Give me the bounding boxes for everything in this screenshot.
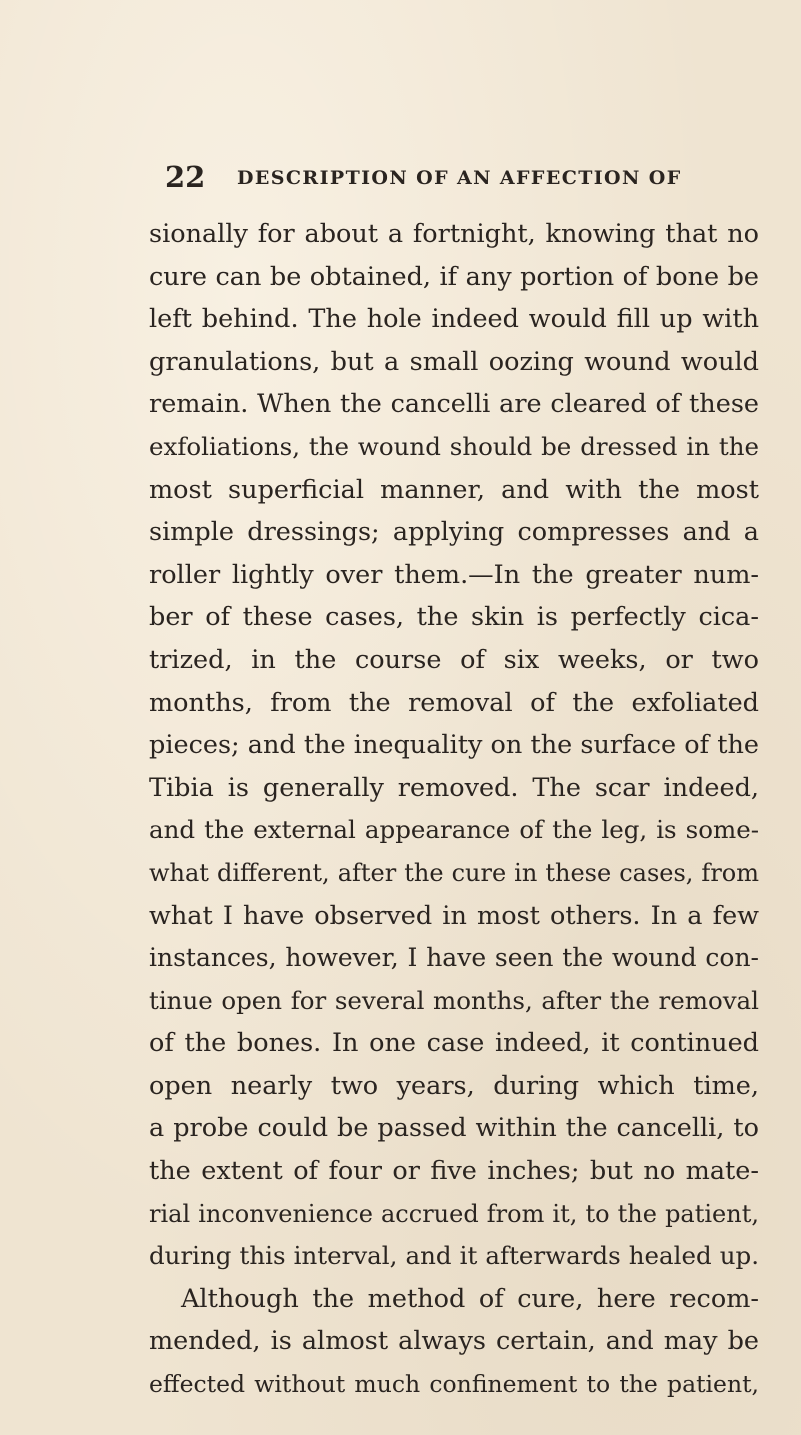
text-line: and the external appearance of the leg, is some- (149, 815, 759, 845)
text-line: Tibia is generally removed. The scar indeed, (149, 772, 759, 803)
page-number: 22 (165, 160, 206, 194)
text-line: open nearly two years, during which time, (149, 1070, 759, 1101)
text-line: exfoliations, the wound should be dressed in the (149, 431, 759, 461)
text-line: granulations, but a small oozing wound would (149, 346, 759, 377)
text-line: sionally for about a fortnight, knowing that no (149, 219, 759, 249)
text-line: the extent of four or five inches; but no mate- (149, 1156, 759, 1187)
text-line: ber of these cases, the skin is perfectly cica- (149, 602, 759, 633)
text-line: most superficial manner, and with the most (149, 474, 759, 505)
text-line: instances, however, I have seen the wound con- (149, 943, 759, 973)
text-line: roller lightly over them.—In the greater num- (149, 559, 759, 590)
text-line: what I have observed in most others. In a few (149, 900, 759, 931)
text-line: left behind. The hole indeed would fill up with (149, 304, 759, 335)
paragraph-start-line: Although the method of cure, here recom- (181, 1283, 759, 1314)
text-line: mended, is almost always certain, and may be (149, 1326, 759, 1357)
text-line: effected without much confinement to the patient, (149, 1370, 759, 1399)
text-line: rial inconvenience accrued from it, to the patient, (149, 1199, 759, 1228)
text-line: trized, in the course of six weeks, or two (149, 644, 759, 675)
text-line: what different, after the cure in these cases, from (149, 858, 759, 887)
text-line: pieces; and the inequality on the surface of the (149, 730, 759, 761)
body-text (149, 213, 759, 1406)
text-line: of the bones. In one case indeed, it continued (149, 1028, 759, 1059)
text-line: cure can be obtained, if any portion of bone be (149, 261, 759, 292)
text-line: simple dressings; applying compresses and a (149, 517, 759, 548)
text-line: tinue open for several months, after the removal (149, 985, 759, 1015)
text-line: remain. When the cancelli are cleared of these (149, 389, 759, 420)
running-head: DESCRIPTION OF AN AFFECTION OF (237, 167, 682, 189)
text-line: months, from the removal of the exfoliated (149, 687, 759, 718)
text-line: during this interval, and it afterwards healed up. (149, 1241, 759, 1271)
page-header (165, 160, 765, 194)
text-line: a probe could be passed within the cancelli, to (149, 1113, 759, 1144)
